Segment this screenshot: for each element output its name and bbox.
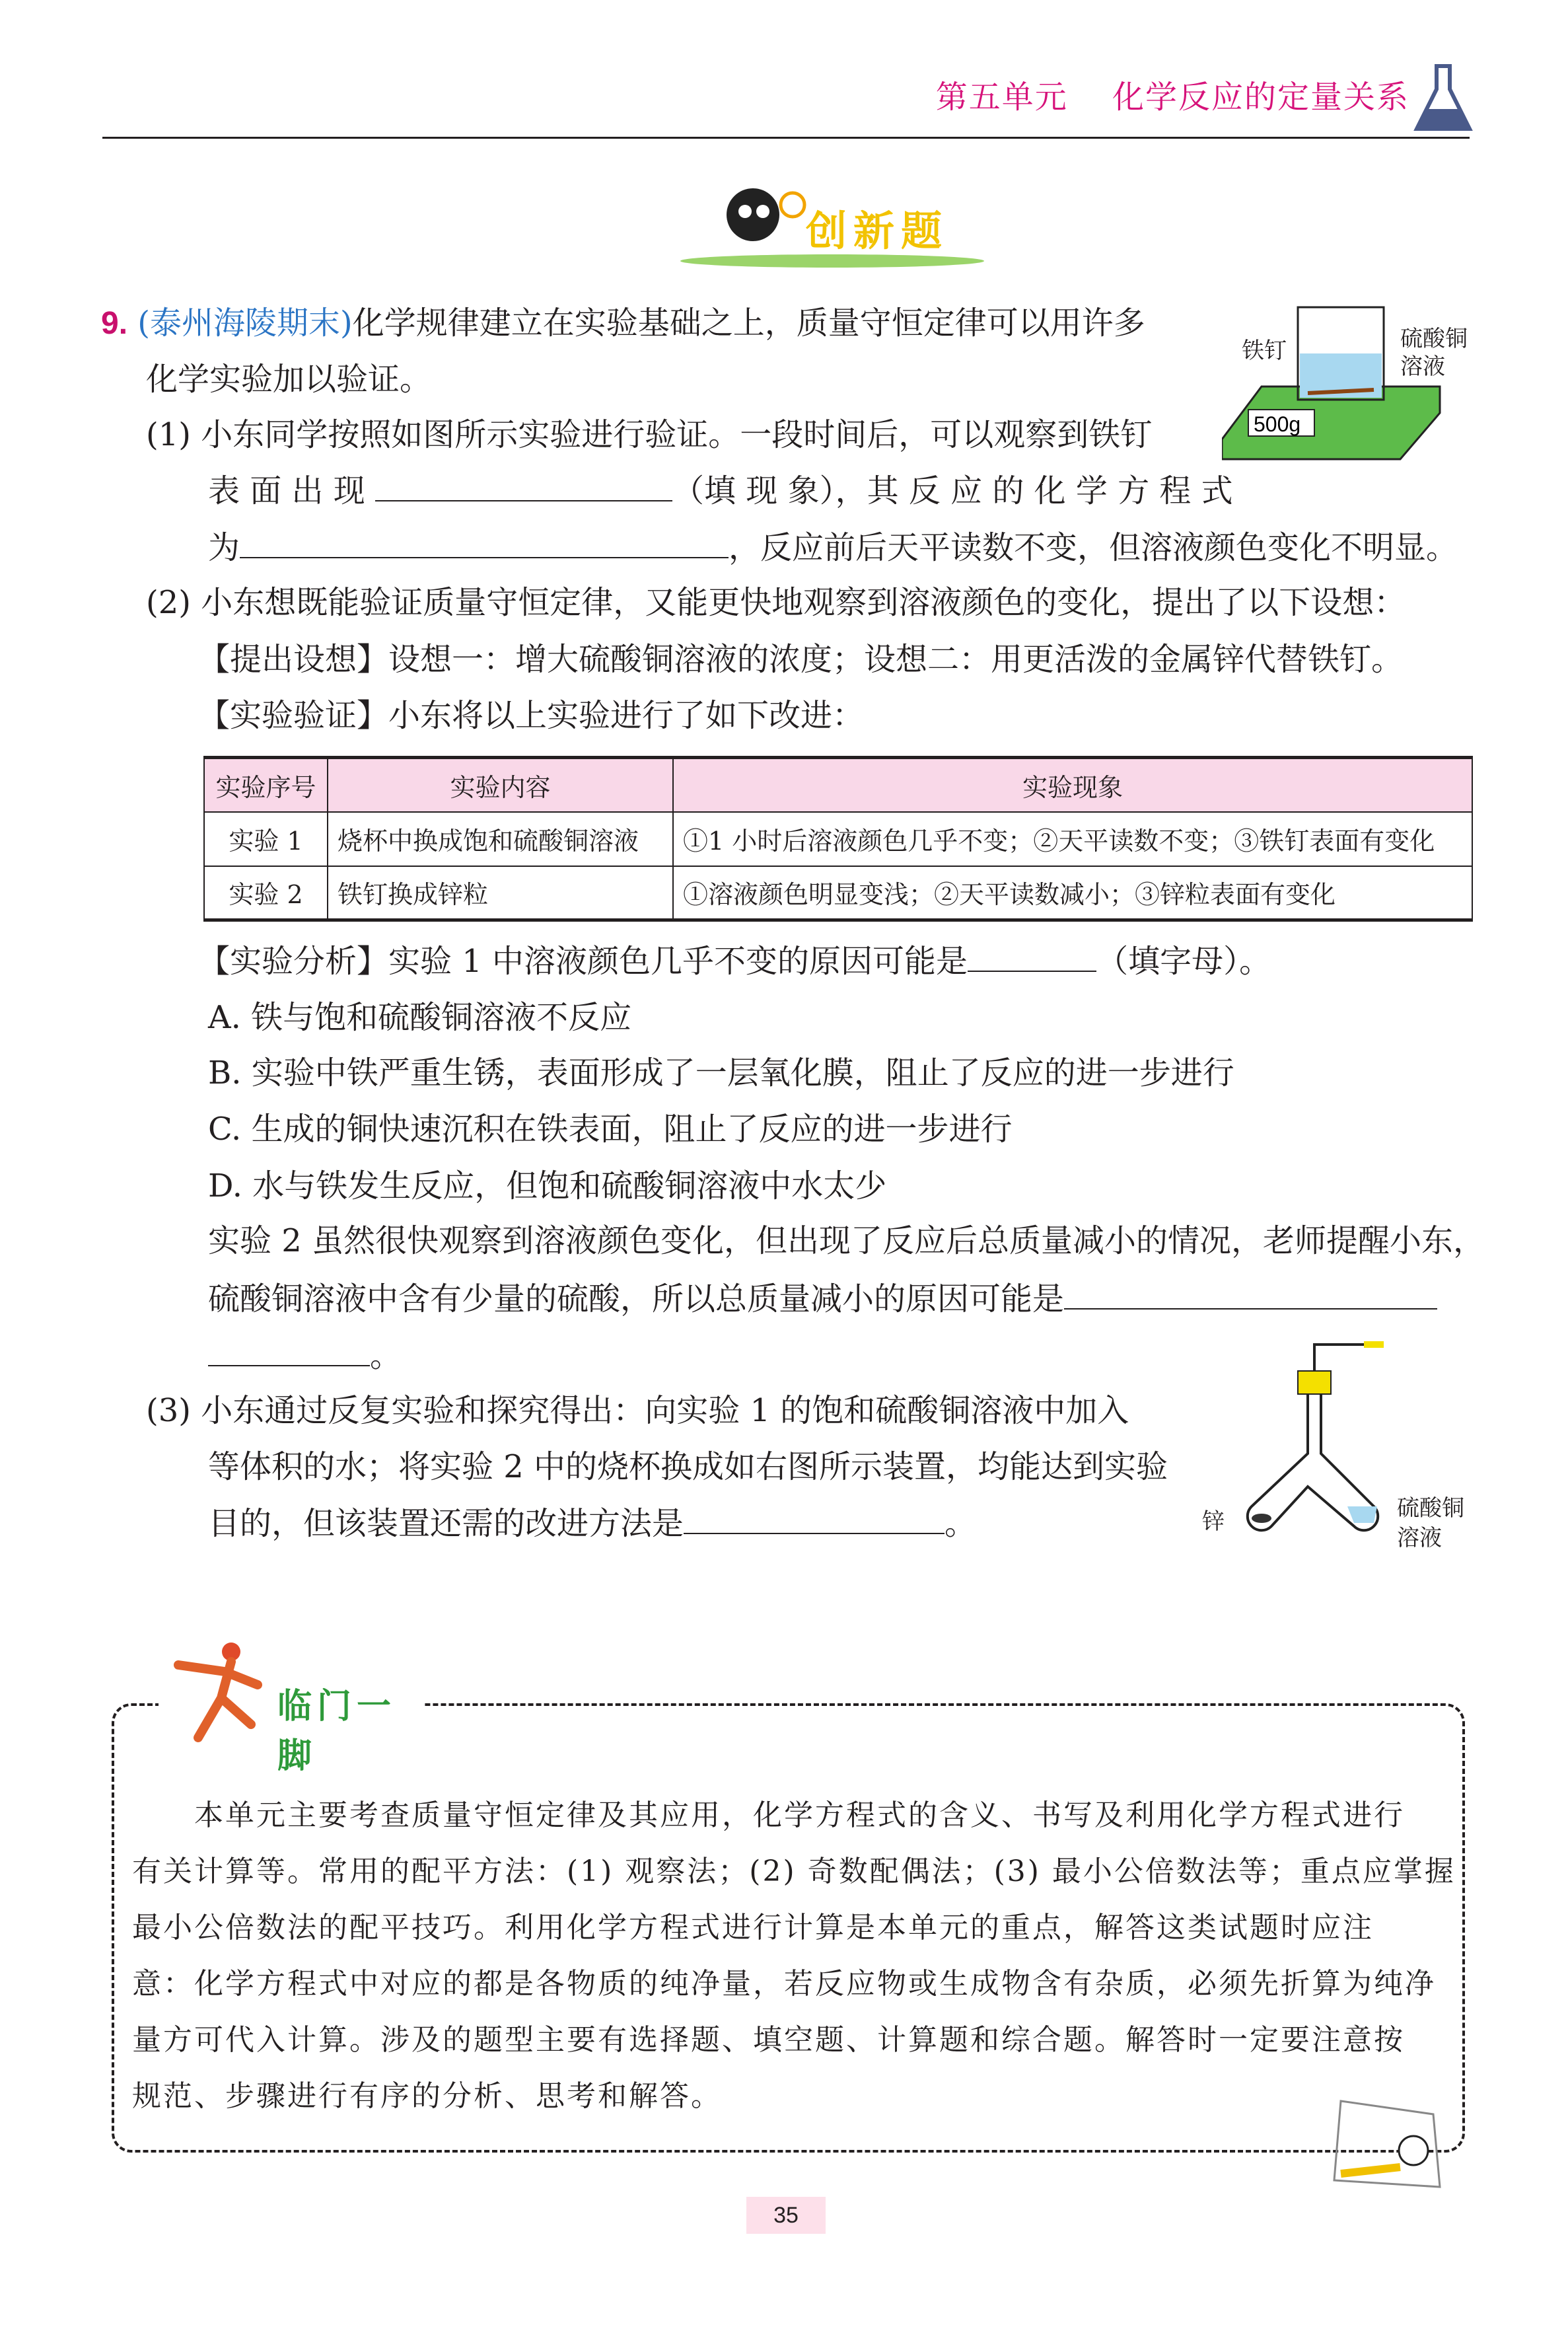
option-a[interactable]: A. 铁与饱和硫酸铜溶液不反应 xyxy=(208,999,632,1036)
td: 实验 2 xyxy=(204,866,328,920)
analysis-line xyxy=(198,934,1271,989)
th: 实验序号 xyxy=(204,758,328,812)
part1-line3 xyxy=(208,520,1458,575)
td: 烧杯中换成饱和硫酸铜溶液 xyxy=(328,812,673,866)
experiment-table xyxy=(203,756,1473,922)
part1-line2 xyxy=(208,463,1233,519)
label-solution-2: 溶液 xyxy=(1397,1525,1442,1551)
exp2-text: 实验 2 虽然很快观察到溶液颜色变化，但出现了反应后总质量减小的情况，老师提醒小东， xyxy=(208,1222,1485,1259)
answer-blank-equation[interactable] xyxy=(240,525,729,558)
part3-line3 xyxy=(208,1496,976,1551)
text: （填字母）。 xyxy=(1096,943,1271,980)
chapter-header xyxy=(936,71,1409,117)
q9-stem-2: 化学实验加以验证。 xyxy=(146,361,432,398)
table-row xyxy=(204,812,1472,866)
text: ，反应前后天平读数不变，但溶液颜色变化不明显。 xyxy=(729,529,1458,566)
text: （填 现 象），其 反 应 的 化 学 方 程 式 xyxy=(672,472,1233,509)
tip-title: 临门一脚 xyxy=(277,1687,397,1776)
td: 实验 1 xyxy=(204,812,328,866)
answer-blank-letter[interactable] xyxy=(968,939,1096,972)
balance-figure xyxy=(1222,301,1479,466)
tip-line: 最小公倍数法的配平技巧。利用化学方程式进行计算是本单元的重点，解答这类试题时应注 xyxy=(132,1911,1374,1944)
text: 。 xyxy=(944,1505,977,1542)
label-solution: 硫酸铜 xyxy=(1397,1495,1464,1522)
text: 表 面 出 现 xyxy=(208,472,365,509)
th: 实验内容 xyxy=(328,758,673,812)
q9-stem: 化学规律建立在实验基础之上，质量守恒定律可以用许多 xyxy=(352,305,1145,342)
page-number: 35 xyxy=(746,2197,826,2234)
unit-title: 化学反应的定量关系 xyxy=(1112,79,1409,116)
td: ①溶液颜色明显变浅；②天平读数减小；③锌粒表面有变化 xyxy=(673,866,1472,920)
exp2-line2 xyxy=(208,1271,1437,1327)
table-row xyxy=(204,866,1472,920)
option-b[interactable]: B. 实验中铁严重生锈，表面形成了一层氧化膜，阻止了反应的进一步进行 xyxy=(208,1054,1234,1091)
text: 目的，但该装置还需的改进方法是 xyxy=(208,1505,684,1542)
soccer-goal-icon xyxy=(1328,2088,1446,2194)
part1-text: (1) 小东同学按照如图所示实验进行验证。一段时间后，可以观察到铁钉 xyxy=(146,416,1153,453)
text: 。 xyxy=(370,1337,402,1374)
unit-label: 第五单元 xyxy=(935,79,1068,116)
verification: 【实验验证】小东将以上实验进行了如下改进： xyxy=(198,697,865,734)
text: 硫酸铜溶液中含有少量的硫酸，所以总质量减小的原因可能是 xyxy=(208,1280,1065,1317)
part3-text: (3) 小东通过反复实验和探究得出：向实验 1 的饱和硫酸铜溶液中加入 xyxy=(146,1392,1129,1429)
section-logo xyxy=(674,175,991,268)
label-zinc: 锌 xyxy=(1202,1508,1225,1535)
answer-blank-improvement[interactable] xyxy=(684,1501,944,1534)
section-title: 创新题 xyxy=(806,207,949,255)
label-solution-2: 溶液 xyxy=(1400,353,1445,380)
th: 实验现象 xyxy=(673,758,1472,812)
part3-line2: 等体积的水；将实验 2 中的烧杯换成如右图所示装置，均能达到实验 xyxy=(208,1448,1168,1485)
question-source: (泰州海陵期末) xyxy=(137,305,353,342)
flask-icon xyxy=(1413,63,1473,135)
tip-line: 本单元主要考查质量守恒定律及其应用，化学方程式的含义、书写及利用化学方程式进行 xyxy=(132,1798,1405,1832)
label-nail: 铁钉 xyxy=(1242,338,1287,364)
svg-text:500g: 500g xyxy=(1254,412,1301,436)
td: 铁钉换成锌粒 xyxy=(328,866,673,920)
tip-header xyxy=(159,1639,423,1776)
option-d[interactable]: D. 水与铁发生反应，但饱和硫酸铜溶液中水太少 xyxy=(208,1167,887,1204)
answer-blank-reason-cont[interactable] xyxy=(208,1333,370,1366)
tip-line: 量方可代入计算。涉及的题型主要有选择题、填空题、计算题和综合题。解答时一定要注意按 xyxy=(132,2023,1405,2057)
hypothesis: 【提出设想】设想一：增大硫酸铜溶液的浓度；设想二：用更活泼的金属锌代替铁钉。 xyxy=(198,641,1404,678)
header-rule xyxy=(102,137,1470,139)
label-solution: 硫酸铜 xyxy=(1400,326,1468,352)
answer-blank-reason[interactable] xyxy=(1064,1276,1437,1310)
question-number: 9. xyxy=(101,306,128,341)
text: 为 xyxy=(208,529,240,566)
y-tube-figure xyxy=(1195,1328,1486,1553)
table-header-row xyxy=(204,758,1472,812)
part2-text: (2) 小东想既能验证质量守恒定律，又能更快地观察到溶液颜色的变化，提出了以下设想： xyxy=(146,584,1406,621)
option-c[interactable]: C. 生成的铜快速沉积在铁表面，阻止了反应的进一步进行 xyxy=(208,1111,1013,1148)
answer-blank-phenomenon[interactable] xyxy=(375,468,672,501)
soccer-player-icon xyxy=(159,1639,277,1751)
tip-line: 有关计算等。常用的配平方法：(1) 观察法；(2) 奇数配偶法；(3) 最小公倍数法等；重点应掌握 xyxy=(132,1855,1456,1888)
text: 【实验分析】实验 1 中溶液颜色几乎不变的原因可能是 xyxy=(198,943,968,980)
td: ①1 小时后溶液颜色几乎不变；②天平读数不变；③铁钉表面有变化 xyxy=(673,812,1472,866)
tip-line: 规范、步骤进行有序的分析、思考和解答。 xyxy=(132,2079,722,2113)
q9-line1 xyxy=(101,295,1145,351)
exp2-line3 xyxy=(208,1328,402,1384)
tip-line: 意：化学方程式中对应的都是各物质的纯净量，若反应物或生成物含有杂质，必须先折算为纯净 xyxy=(132,1967,1436,2001)
